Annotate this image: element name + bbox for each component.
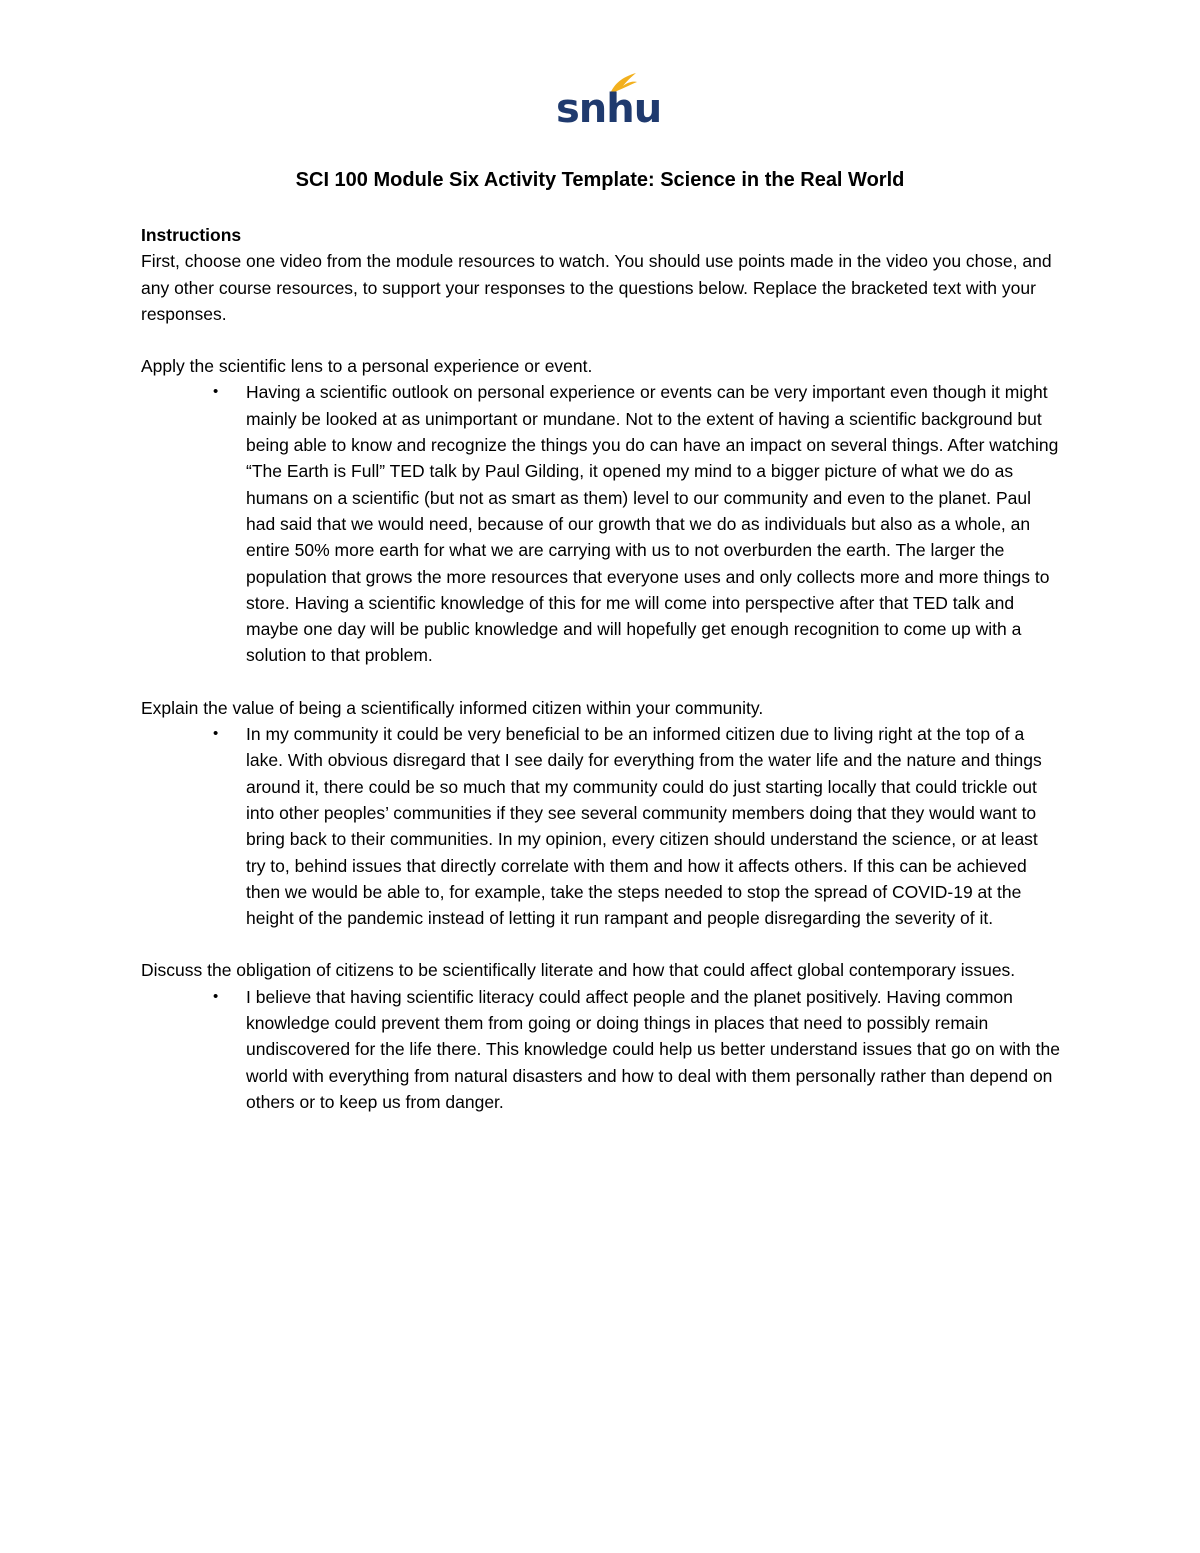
instructions-text: First, choose one video from the module resources to watch. You should use points made in the video you chose, and any other course resources, to support your responses to the questions below. Replace the bracketed text with your responses. bbox=[141, 251, 1052, 324]
question-2: Explain the value of being a scientifically informed citizen within your community. bbox=[141, 697, 764, 718]
snhu-logo bbox=[556, 72, 662, 134]
response-1-text: Having a scientific outlook on personal experience or events can be very important even though it might mainly be looked at as unimportant or mundane. Not to the extent of having a scientific background but being able to know and recognize the things you do can have an impact on several things. After watching “The Earth is Full” TED talk by Paul Gilding, it opened my mind to a bigger picture of what we do as humans on a scientific (but not as smart as them) level to our community and even to the planet. Paul had said that we would need, because of our growth that we do as individuals but also as a whole, an entire 50% more earth for what we are carrying with us to not overburden the earth. The larger the population that grows the more resources that everyone uses and only collects more and more things to store. Having a scientific knowledge of this for me will come into perspective after that TED talk and maybe one day will be public knowledge and will hopefully get enough recognition to come up with a solution to that problem. bbox=[246, 382, 1059, 666]
instructions-heading: Instructions bbox=[141, 225, 242, 245]
response-3 bbox=[141, 984, 1061, 1115]
response-2-text: In my community it could be very beneficial to be an informed citizen due to living right at the top of a lake. With obvious disregard that I see daily for everything from the water life and the nature and things around it, there could be so much that my community could do just starting locally that could trickle out into other peoples’ communities if they see several community members doing that they would want to bring back to their communities. In my opinion, every citizen should understand the science, or at least try to, behind issues that directly correlate with them and how it affects others. If this can be achieved then we would be able to, for example, take the steps needed to stop the spread of COVID-19 at the height of the pandemic instead of letting it run rampant and people disregarding the severity of it. bbox=[246, 724, 1042, 929]
document-title: SCI 100 Module Six Activity Template: Science in the Real World bbox=[295, 169, 905, 191]
bullet-icon: • bbox=[213, 383, 219, 401]
question-3: Discuss the obligation of citizens to be scientifically literate and how that could affect global contemporary issues. bbox=[141, 960, 1016, 981]
response-3-text: I believe that having scientific literacy could affect people and the planet positively. Having common knowledge could prevent them from going or doing things in places that need to possibly remain undiscovered for the life there. This knowledge could help us better understand issues that go on with the world with everything from natural disasters and how to deal with them personally rather than depend on others or to keep us from danger. bbox=[246, 986, 1060, 1112]
bullet-icon: • bbox=[213, 987, 219, 1005]
logo-text: snhu bbox=[556, 86, 662, 132]
question-1: Apply the scientific lens to a personal experience or event. bbox=[141, 356, 593, 377]
bullet-icon: • bbox=[213, 725, 219, 743]
document-body bbox=[141, 222, 1061, 1115]
response-1 bbox=[141, 379, 1061, 668]
response-2 bbox=[141, 721, 1061, 931]
